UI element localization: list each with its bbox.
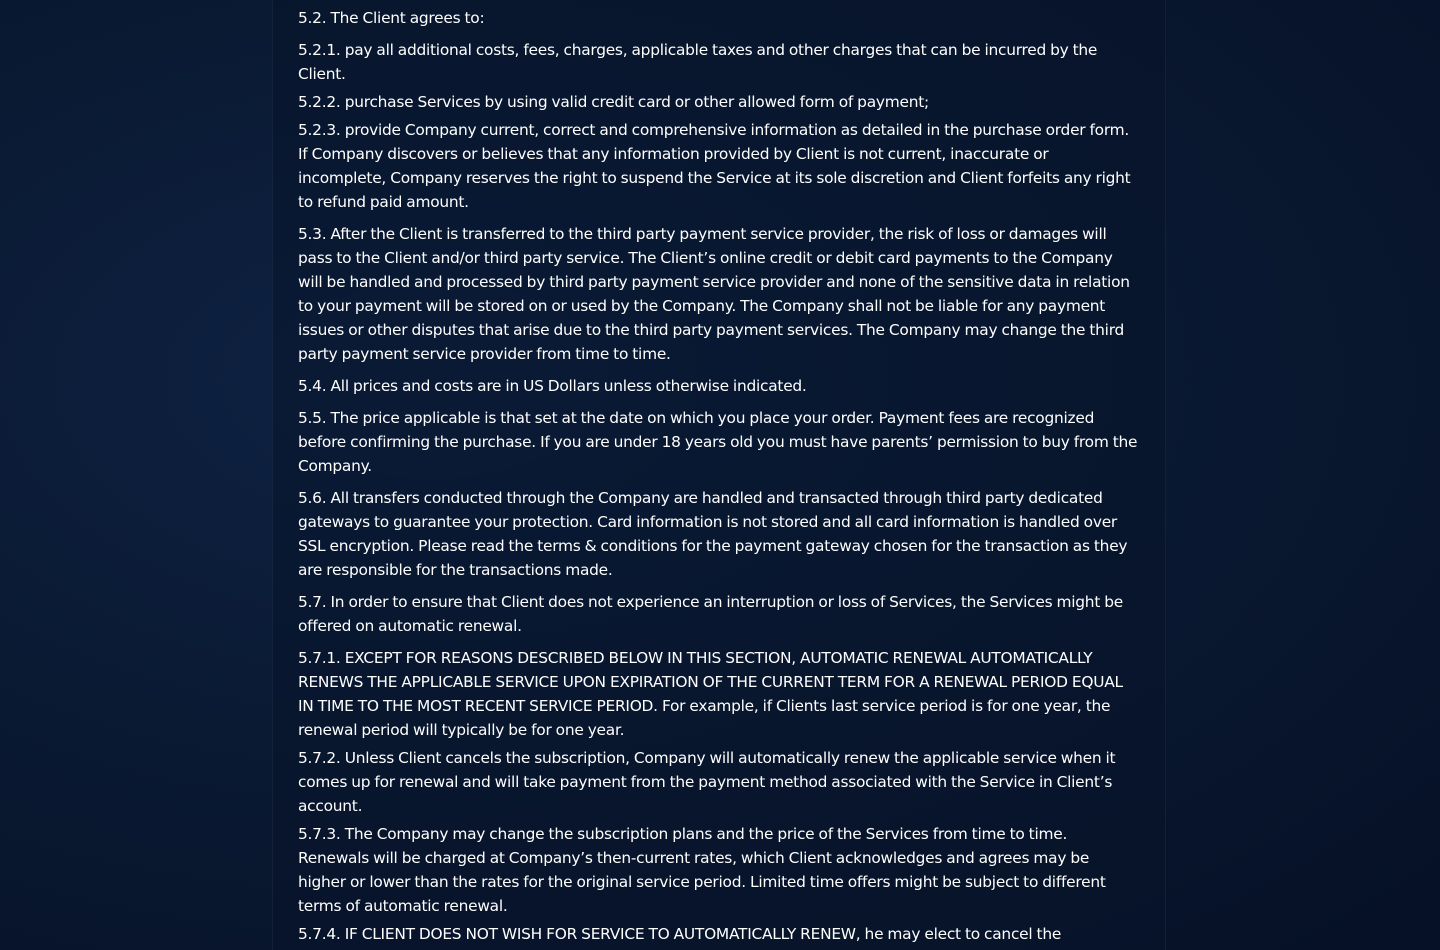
document-panel (272, 0, 1166, 950)
clause-5-7-4: 5.7.4. IF CLIENT DOES NOT WISH FOR SERVICE TO AUTOMATICALLY RENEW, he may elect to cancel the (298, 925, 1062, 943)
clause-5-5: 5.5. The price applicable is that set at the date on which you place your order. Payment fees are recognized before confirming the purchase. If you are under 18 years old you must have parents’ permission to buy from the Company. (298, 409, 1138, 475)
clause-5-2: 5.2. The Client agrees to: (298, 9, 485, 27)
clause-5-2-1: 5.2.1. pay all additional costs, fees, charges, applicable taxes and other charges that can be incurred by the Client. (298, 41, 1098, 83)
clause-5-7: 5.7. In order to ensure that Client does not experience an interruption or loss of Services, the Services might be offered on automatic renewal. (298, 593, 1123, 635)
clause-5-4: 5.4. All prices and costs are in US Dollars unless otherwise indicated. (298, 377, 807, 395)
clause-5-7-3: 5.7.3. The Company may change the subscription plans and the price of the Services from time to time. Renewals will be charged at Company’s then-current rates, which Client acknowledges and agrees may be higher or lower than the rates for the original service period. Limited time offers might be subject to different terms of automatic renewal. (298, 825, 1106, 915)
clause-5-6: 5.6. All transfers conducted through the Company are handled and transacted through third party dedicated gateways to guarantee your protection. Card information is not stored and all card information is handled over SSL encryption. Please read the terms & conditions for the payment gateway chosen for the transaction as they are responsible for the transactions made. (298, 489, 1128, 579)
document-content (298, 6, 1138, 946)
clause-5-2-2: 5.2.2. purchase Services by using valid credit card or other allowed form of payment; (298, 93, 929, 111)
clause-5-7-1: 5.7.1. EXCEPT FOR REASONS DESCRIBED BELOW IN THIS SECTION, AUTOMATIC RENEWAL AUTOMATICALLY RENEWS THE APPLICABLE SERVICE UPON EXPIRATION OF THE CURRENT TERM FOR A RENEWAL PERIOD EQUAL IN TIME TO THE MOST RECENT SERVICE PERIOD. For example, if Clients last service period is for one year, the renewal period will typically be for one year. (298, 649, 1123, 739)
clause-5-3: 5.3. After the Client is transferred to the third party payment service provider, the risk of loss or damages will pass to the Client and/or third party service. The Client’s online credit or debit card payments to the Company will be handled and processed by third party payment service provider and none of the sensitive data in relation to your payment will be stored on or used by the Company. The Company shall not be liable for any payment issues or other disputes that arise due to the third party payment services. The Company may change the third party payment service provider from time to time. (298, 225, 1130, 363)
clause-5-7-2: 5.7.2. Unless Client cancels the subscription, Company will automatically renew the applicable service when it comes up for renewal and will take payment from the payment method associated with the Service in Client’s account. (298, 749, 1116, 815)
clause-5-2-3: 5.2.3. provide Company current, correct and comprehensive information as detailed in the purchase order form. If Company discovers or believes that any information provided by Client is not current, inaccurate or incomplete, Company reserves the right to suspend the Service at its sole discretion and Client forfeits any right to refund paid amount. (298, 121, 1131, 211)
